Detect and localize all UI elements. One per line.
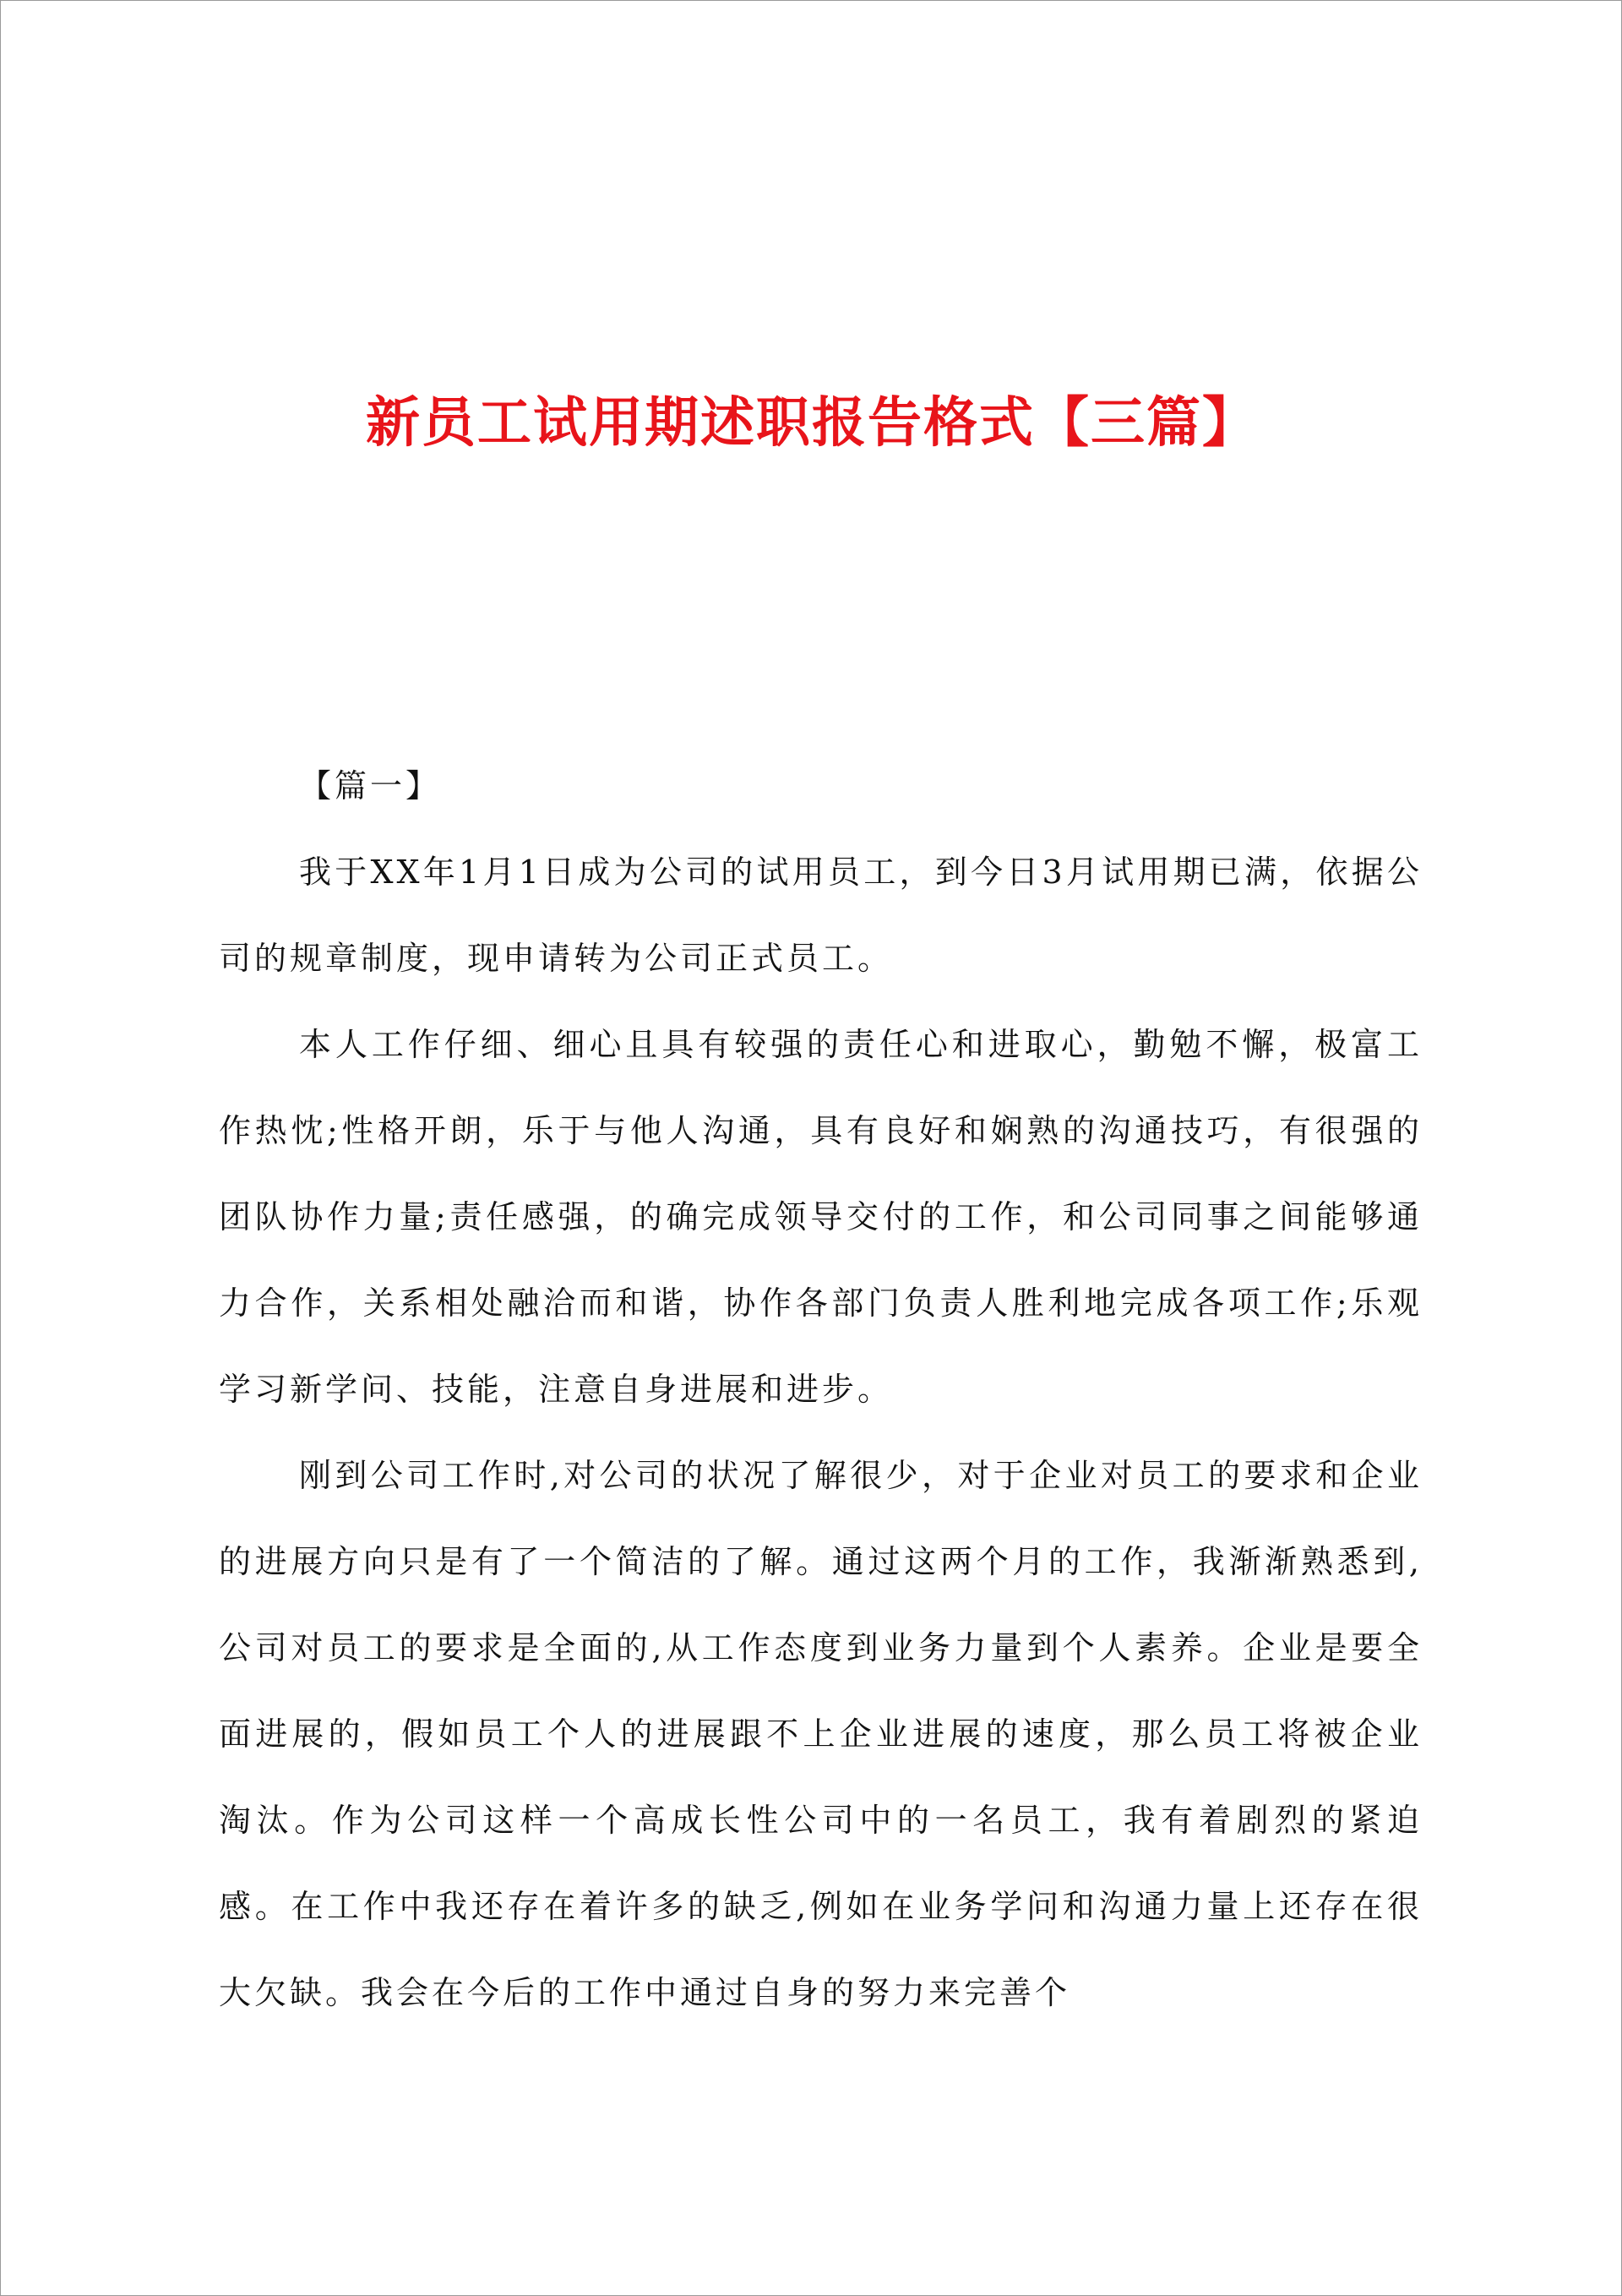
document-title: 新员工试用期述职报告格式【三篇】	[366, 390, 1258, 455]
section-heading: 【篇一】	[299, 767, 442, 804]
paragraph-1: 我于XX年1月1日成为公司的试用员工，到今日3月试用期已满，依据公司的规章制度，现申请转为公司正式员工。	[219, 854, 1423, 977]
paragraph-3: 刚到公司工作时,对公司的状况了解很少，对于企业对员工的要求和企业的进展方向只是有了一个简洁的了解。通过这两个月的工作，我渐渐熟悉到,公司对员工的要求是全面的,从工作态度到业务力量到个人素养。企业是要全面进展的，假如员工个人的进展跟不上企业进展的速度，那么员工将被企业淘汰。作为公司这样一个高成长性公司中的一名员工，我有着剧烈的紧迫感。在工作中我还存在着许多的缺乏,例如在业务学问和沟通力量上还存在很大欠缺。我会在今后的工作中通过自身的努力来完善个	[219, 1457, 1423, 2011]
document-body	[219, 743, 1423, 2036]
paragraph-2: 本人工作仔细、细心且具有较强的责任心和进取心，勤勉不懈，极富工作热忱;性格开朗，乐于与他人沟通，具有良好和娴熟的沟通技巧，有很强的团队协作力量;责任感强，的确完成领导交付的工作，和公司同事之间能够通力合作，关系相处融洽而和谐，协作各部门负责人胜利地完成各项工作;乐观学习新学问、技能，注意自身进展和进步。	[219, 1026, 1423, 1408]
